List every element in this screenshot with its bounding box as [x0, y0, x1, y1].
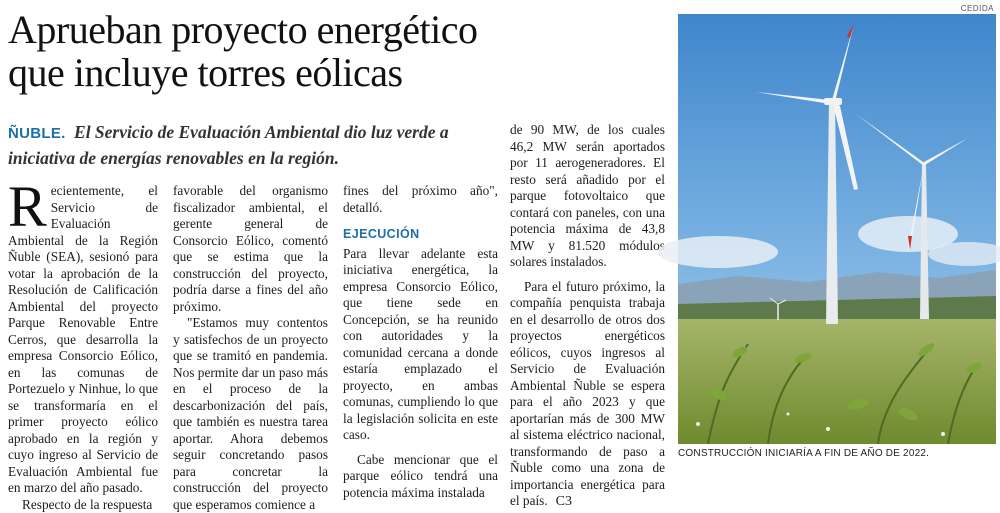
headline-line-2: que incluye torres eólicas: [8, 50, 403, 95]
paragraph: Respecto de la respuesta: [8, 497, 158, 513]
paragraph: de 90 MW, de los cuales 46,2 MW serán aportados por 11 aerogeneradores. El resto será añadido por el parque fotovoltaico que contará con paneles, con una potencia máxima de 43,8 MW y 81.520 módulos solares instalados.: [510, 122, 665, 271]
paragraph: fines del próximo año", detalló.: [343, 183, 498, 216]
subhead: EJECUCIÓN: [343, 226, 498, 243]
author-signature: C3: [556, 494, 572, 509]
headline-line-1: Aprueban proyecto energético: [8, 7, 478, 52]
quote-paragraph: "Estamos muy contentos y satisfechos de un proyecto que se tramitó en pandemia. Nos permite dar un paso más en el proceso de la descarbonización del país, que también es nuestra tarea aportar. Ahora debemos seguir concretando pasos para concretar la construcción del proyecto que esperamos comience a: [173, 315, 328, 513]
paragraph: Cabe mencionar que el parque eólico tendrá una potencia máxima instalada: [343, 452, 498, 502]
headline: [8, 8, 663, 94]
paragraph: [510, 279, 665, 511]
dropcap: R: [8, 185, 47, 229]
kicker: ÑUBLE.: [8, 125, 66, 142]
paragraph: Para llevar adelante esta iniciativa energética, la empresa Consorcio Eólico, que tiene sede en Concepción, se ha reunido con autoridades y la comunidad cercana a donde estaría emplazado el proyecto, en ambas comunas, cumpliendo lo que la legislación solicita en este caso.: [343, 246, 498, 444]
lede: [8, 120, 508, 170]
paragraph: favorable del organismo fiscalizador ambiental, el gerente general de Consorcio Eólico, comentó que se estima que la construcción del proyecto, podría darse a fines del año próximo.: [173, 183, 328, 315]
body-column-1: [8, 183, 158, 513]
body-column-3: [343, 183, 498, 501]
body-column-4: [510, 122, 665, 511]
photo-credit: CEDIDA: [961, 4, 994, 13]
paragraph: ecientemente, el Servicio de Evaluación Ambiental de la Región Ñuble (SEA), sesionó para votar la aprobación de la Resolución de Calificación Ambiental del proyecto Parque Renovable Entre Cerros, que desarrolla la empresa Consorcio Eólico, en las comunas de Portezuelo y Ninhue, lo que se transformaría en el primer proyecto eólico aprobado en la región y cuyo ingreso al Servicio de Evaluación Ambiental fue en marzo del año pasado.: [8, 183, 158, 497]
body-column-2: [173, 183, 328, 513]
paragraph-text: Para el futuro próximo, la compañía penquista trabaja en el desarrollo de otros dos proyectos energéticos eólicos, cuyos ingresos al Servicio de Evaluación Ambiental Ñuble se espera para el año 2023 y que aportarían más de 300 MW al sistema eléctrico nacional, transformando de paso a Ñuble como una zona de importancia energética para el país.: [510, 279, 665, 509]
wind-turbine-illustration: [678, 14, 996, 444]
wind-turbine-photo: [678, 14, 996, 444]
photo-caption: CONSTRUCCIÓN INICIARÍA A FIN DE AÑO DE 2022.: [678, 448, 996, 459]
lede-text: El Servicio de Evaluación Ambiental dio luz verde a iniciativa de energías renovables en la región.: [8, 122, 449, 168]
